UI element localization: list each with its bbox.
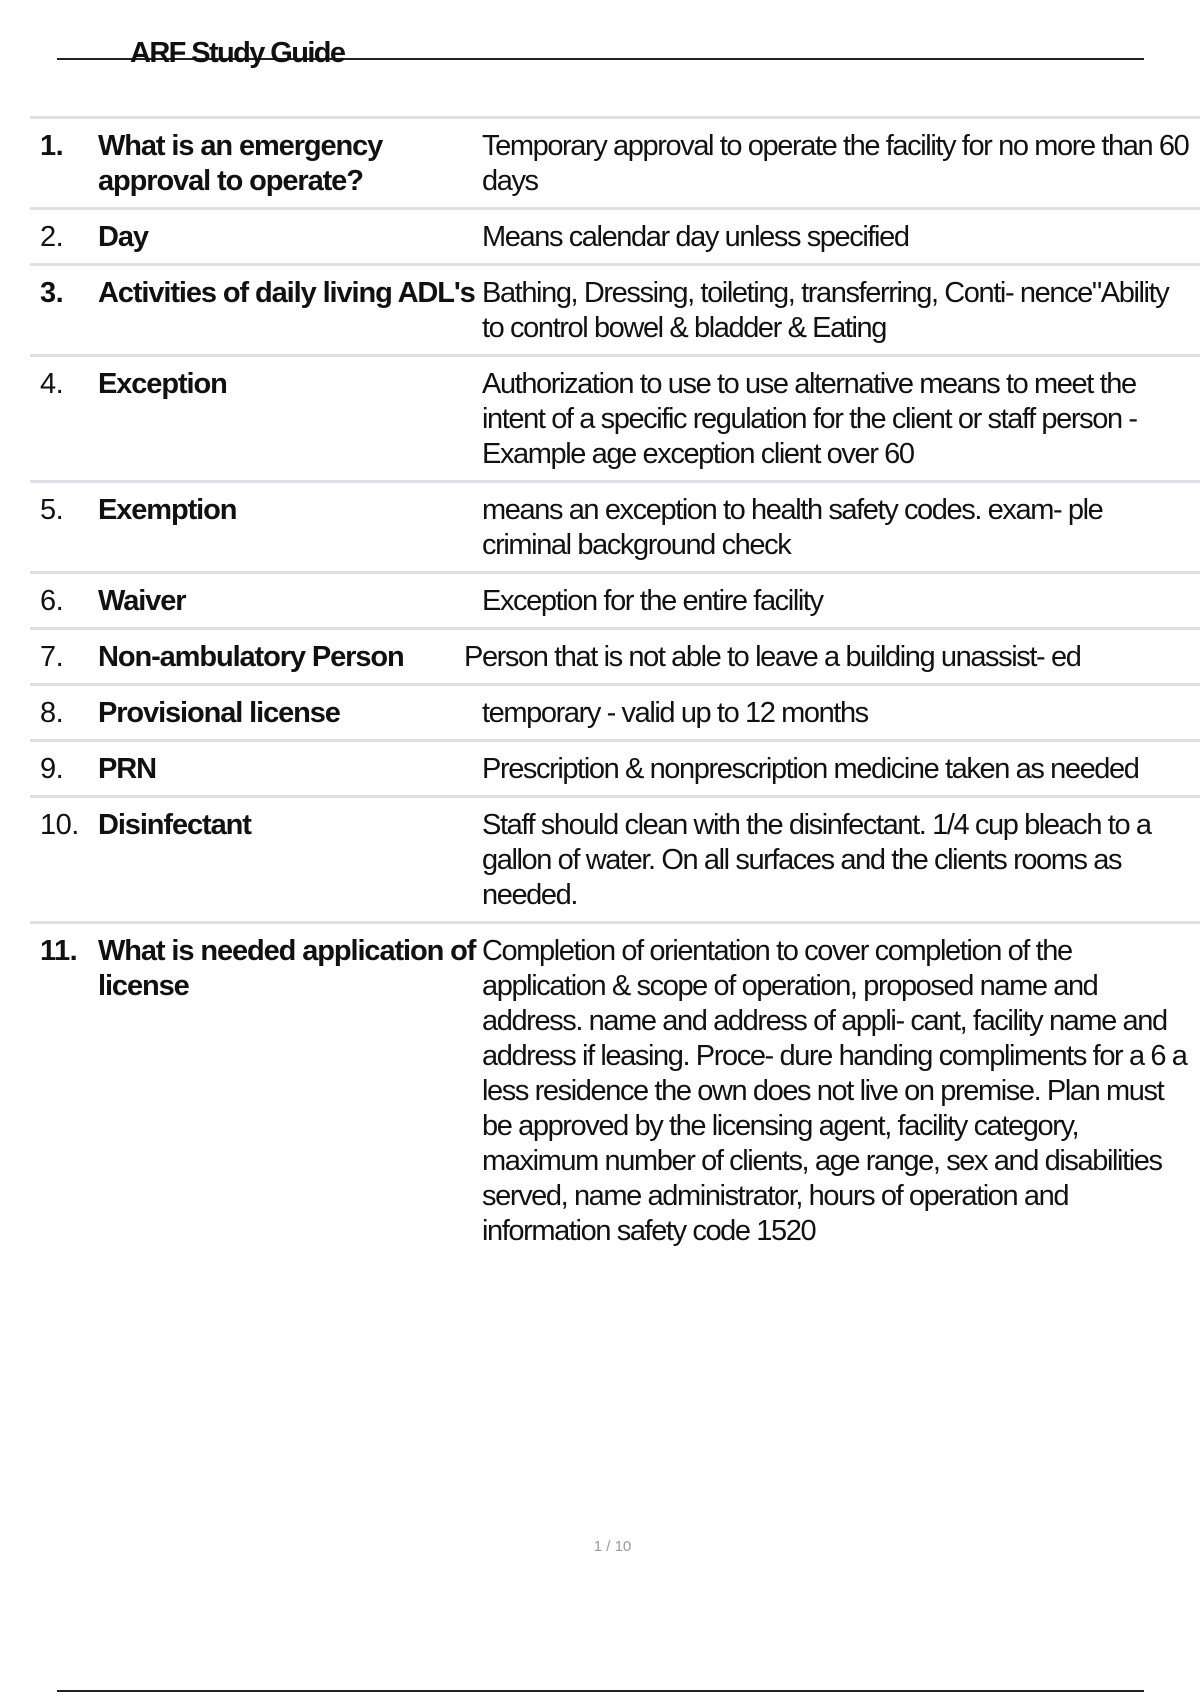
item-definition: means an exception to health safety codes. exam- ple criminal background check [482, 494, 1103, 561]
item-definition: Staff should clean with the disinfectant. 1/4 cup bleach to a gallon of water. On all surfaces and the clients rooms as needed. [482, 809, 1151, 911]
item-term: Provisional license [98, 697, 340, 729]
glossary-row [30, 119, 1200, 210]
glossary-row [30, 686, 1200, 742]
page-header [57, 36, 1144, 69]
item-number: 9. [40, 753, 64, 785]
glossary-row [30, 742, 1200, 798]
item-number: 6. [40, 585, 64, 617]
glossary-row [30, 483, 1200, 574]
item-number: 1. [40, 130, 64, 162]
glossary-row [30, 574, 1200, 630]
glossary-row [30, 798, 1200, 924]
item-term: Non-ambulatory Person [98, 641, 404, 673]
item-definition: Bathing, Dressing, toileting, transferring, Conti- nence"Ability to control bowel & bladder & Eating [482, 277, 1169, 344]
item-term: Day [98, 221, 148, 253]
item-definition: Completion of orientation to cover completion of the application & scope of operation, proposed name and address. name and address of appli- cant, facility name and address if leasing. Proce- dure handing compliments for a 6 a less residence the own does not live on premise. Plan must be approved by the licensing agent, facility category, maximum number of clients, age range, sex and disabilities served, name administrator, hours of operation and information safety code 1520 [482, 935, 1187, 1247]
item-term: Exception [98, 368, 227, 400]
item-definition: Means calendar day unless specified [482, 221, 909, 253]
item-number: 5. [40, 494, 64, 526]
item-term: What is needed application of license [98, 935, 476, 1002]
item-number: 8. [40, 697, 64, 729]
page-number: 1 / 10 [593, 1538, 632, 1555]
glossary-row [30, 357, 1200, 483]
item-definition: Prescription & nonprescription medicine taken as needed [482, 753, 1139, 785]
item-number: 2. [40, 221, 64, 253]
item-definition: Exception for the entire facility [482, 585, 823, 617]
item-number: 4. [40, 368, 64, 400]
item-term: Waiver [98, 585, 186, 617]
item-term: Exemption [98, 494, 237, 526]
page-title: ARF Study Guide [130, 37, 345, 69]
glossary-row [30, 266, 1200, 357]
item-number: 3. [40, 277, 64, 309]
glossary-row [30, 210, 1200, 266]
glossary-row [30, 630, 1200, 686]
footer-divider [57, 1690, 1144, 1692]
item-number: 11. [40, 935, 78, 967]
item-definition: Authorization to use to use alternative means to meet the intent of a specific regulation for the client or staff person - Example age exception client over 60 [482, 368, 1137, 470]
item-term: What is an emergency approval to operate? [98, 130, 383, 197]
glossary-row [30, 924, 1200, 1257]
item-term: PRN [98, 753, 156, 785]
item-definition: Temporary approval to operate the facility for no more than 60 days [482, 130, 1189, 197]
glossary-table [30, 116, 1200, 1257]
item-number: 10. [40, 809, 79, 841]
item-number: 7. [40, 641, 64, 673]
item-term: Disinfectant [98, 809, 251, 841]
item-definition: temporary - valid up to 12 months [482, 697, 868, 729]
item-definition: Person that is not able to leave a building unassist- ed [464, 641, 1081, 673]
item-term: Activities of daily living ADL's [98, 277, 475, 309]
